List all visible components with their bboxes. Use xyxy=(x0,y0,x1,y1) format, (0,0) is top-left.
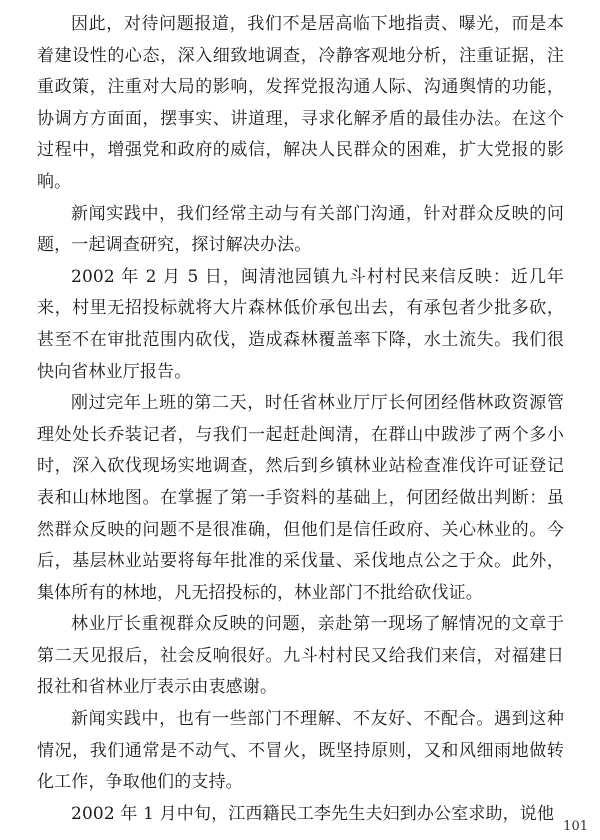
page-number: 101 xyxy=(563,819,588,834)
paragraph: 新闻实践中，我们经常主动与有关部门沟通，针对群众反映的问题，一起调查研究，探讨解决办法。 xyxy=(37,203,564,256)
paragraph: 2002 年 1 月中旬，江西籍民工李先生夫妇到办公室求助，说他 xyxy=(71,803,555,824)
paragraph: 林业厅长重视群众反映的问题，亲赴第一现场了解情况的文章于第二天见报后，社会反响很好。九斗村村民又给我们来信，对福建日报社和省林业厅表示由衷感谢。 xyxy=(37,614,564,698)
page-body xyxy=(37,9,564,830)
paragraph: 2002 年 2 月 5 日，闽清池园镇九斗村村民来信反映：近几年来，村里无招投标就将大片森林低价承包出去，有承包者少批多砍，甚至不在审批范围内砍伐，造成森林覆盖率下降，水土流失。我们很快向省林业厅报告。 xyxy=(37,266,564,382)
paragraph: 刚过完年上班的第二天，时任省林业厅厅长何团经偕林政资源管理处处长乔装记者，与我们一起赶赴闽清，在群山中跋涉了两个多小时，深入砍伐现场实地调查，然后到乡镇林业站检查准伐许可证登记表和山林地图。在掌握了第一手资料的基础上，何团经做出判断：虽然群众反映的问题不是很准确，但他们是信任政府、关心林业的。今后，基层林业站要将每年批准的采伐量、采伐地点公之于众。此外，集体所有的林地，凡无招投标的，林业部门不批给砍伐证。 xyxy=(37,393,564,603)
paragraph: 新闻实践中，也有一些部门不理解、不友好、不配合。遇到这种情况，我们通常是不动气、不冒火，既坚持原则，又和风细雨地做转化工作，争取他们的支持。 xyxy=(37,709,564,793)
paragraph: 因此，对待问题报道，我们不是居高临下地指责、曝光，而是本着建设性的心态，深入细致地调查，冷静客观地分析，注重证据，注重政策，注重对大局的影响，发挥党报沟通人际、沟通舆情的功能，协调方方面面，摆事实、讲道理，寻求化解矛盾的最佳办法。在这个过程中，增强党和政府的威信，解决人民群众的困难，扩大党报的影响。 xyxy=(37,14,564,192)
